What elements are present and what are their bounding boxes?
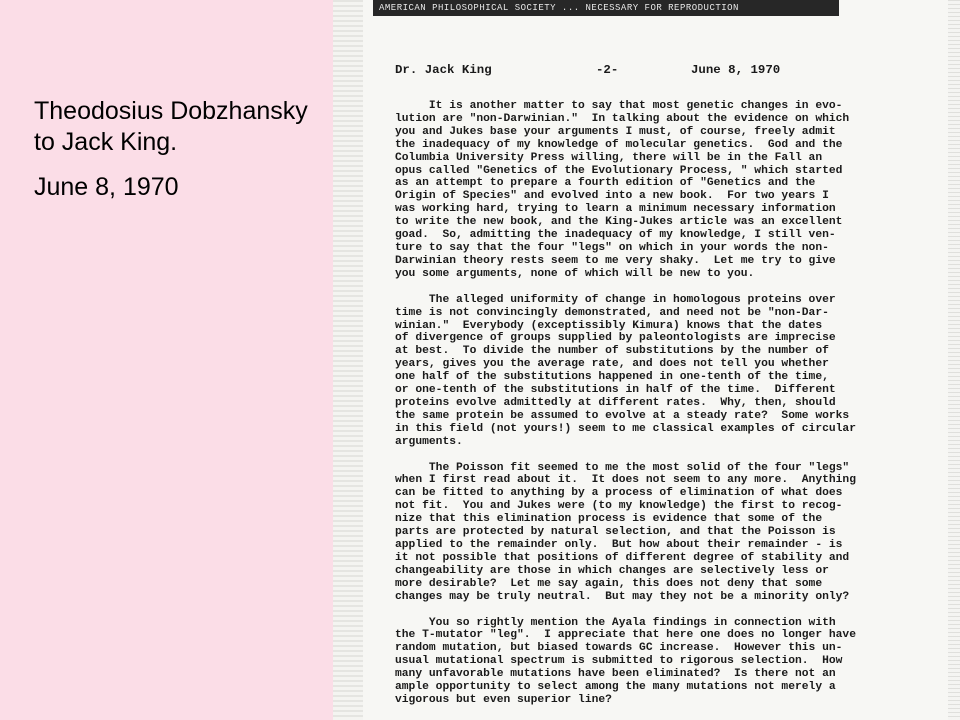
letter-line: you some arguments, none of which will be new to you.: [395, 267, 755, 280]
letter-line: The alleged uniformity of change in homologous proteins over: [395, 293, 836, 306]
letter-paragraph: [395, 100, 905, 281]
letter-line: you and Jukes base your arguments I must, of course, freely admit: [395, 125, 836, 138]
letter-line: lution are "non-Darwinian." In talking about the evidence on which: [395, 112, 850, 125]
letter-line: years, gives you the average rate, and does not tell you whether: [395, 358, 829, 371]
letter-line: or one-tenth of the substitutions in half of the time. Different: [395, 384, 836, 397]
letter-line: changeability are those in which changes are selectively less or: [395, 564, 829, 577]
letter-line: at best. To divide the number of substitutions by the number of: [395, 345, 829, 358]
letter-line: it not possible that positions of different degree of stability and: [395, 551, 850, 564]
letter-line: time is not convincingly demonstrated, and need not be "non-Dar-: [395, 306, 829, 319]
letter-line: goad. So, admitting the inadequacy of my knowledge, I still ven-: [395, 229, 836, 242]
letter-recipient: Dr. Jack King: [395, 63, 492, 77]
archive-stamp: AMERICAN PHILOSOPHICAL SOCIETY ... NECESSARY FOR REPRODUCTION: [373, 0, 839, 16]
slide-caption: [34, 96, 314, 203]
letter-date: June 8, 1970: [691, 63, 781, 77]
letter-body: [395, 100, 905, 720]
letter-paragraph: [395, 462, 905, 604]
letter-line: of divergence of groups supplied by paleontologists are imprecise: [395, 332, 836, 345]
letter-line: when I first read about it. It does not seem to any more. Anything: [395, 474, 856, 487]
letter-line: more desirable? Let me say again, this does not deny that some: [395, 577, 823, 590]
letter-line: Darwinian theory rests seem to me very shaky. Let me try to give: [395, 254, 836, 267]
letter-line: proteins evolve admittedly at different rates. Why, then, should: [395, 396, 836, 409]
letter-paragraph: [395, 294, 905, 449]
letter-line: many unfavorable mutations have been eliminated? Is there not an: [395, 668, 836, 681]
letter-line: to write the new book, and the King-Jukes article was an excellent: [395, 216, 843, 229]
letter-line: in this field (not yours!) seem to me classical examples of circular: [395, 422, 856, 435]
letter-line: ample opportunity to select among the many mutations not merely a: [395, 681, 836, 694]
letter-line: ture to say that the four "legs" on which in your words the non-: [395, 241, 829, 254]
letter-line: random mutation, but biased towards GC increase. However this un-: [395, 642, 843, 655]
caption-date: June 8, 1970: [34, 173, 179, 201]
letter-line: It is another matter to say that most genetic changes in evo-: [395, 100, 843, 112]
letter-line: arguments.: [395, 435, 463, 448]
letter-line: vigorous but even superior line?: [395, 693, 612, 706]
letter-line: the same protein be assumed to evolve at a steady rate? Some works: [395, 409, 850, 422]
letter-line: not fit. You and Jukes were (to my knowledge) the first to recog-: [395, 500, 843, 513]
letter-line: parts are protected by natural selection, and that the Poisson is: [395, 526, 836, 539]
letter-line: can be fitted to anything by a process of elimination of what does: [395, 487, 843, 500]
letter-page-number: -2-: [596, 63, 619, 77]
letter-scan: [333, 0, 960, 720]
letter-line: nize that this elimination process is evidence that some of the: [395, 513, 823, 526]
letter-line: the inadequacy of my knowledge of molecular genetics. God and the: [395, 138, 843, 151]
letter-line: You so rightly mention the Ayala findings in connection with: [395, 616, 836, 629]
letter-line: applied to the remainder only. But how about their remainder - is: [395, 539, 843, 551]
letter-line: opus called "Genetics of the Evolutionary Process, " which started: [395, 164, 843, 177]
letter-paragraph: [395, 617, 905, 707]
letter-line: usual mutational spectrum is submitted to rigorous selection. How: [395, 655, 843, 668]
letter-line: one half of the substitutions happened in one-tenth of the time,: [395, 371, 829, 384]
letter-line: was working hard, trying to learn a minimum necessary information: [395, 203, 836, 216]
letter-line: winian." Everybody (exceptissibly Kimura) knows that the dates: [395, 319, 823, 332]
letter-line: the T-mutator "leg". I appreciate that here one does no longer have: [395, 629, 856, 642]
letter-line: changes may be truly neutral. But may they not be a minority only?: [395, 590, 850, 603]
letter-line: Columbia University Press willing, there will be in the Fall an: [395, 151, 823, 164]
letter-line: as an attempt to prepare a fourth edition of "Genetics and the: [395, 177, 816, 190]
caption-title: Theodosius Dobzhansky to Jack King.: [34, 97, 308, 156]
letter-line: The Poisson fit seemed to me the most solid of the four "legs": [395, 461, 850, 474]
letter-line: Origin of Species" and evolved into a new book. For two years I: [395, 190, 829, 203]
